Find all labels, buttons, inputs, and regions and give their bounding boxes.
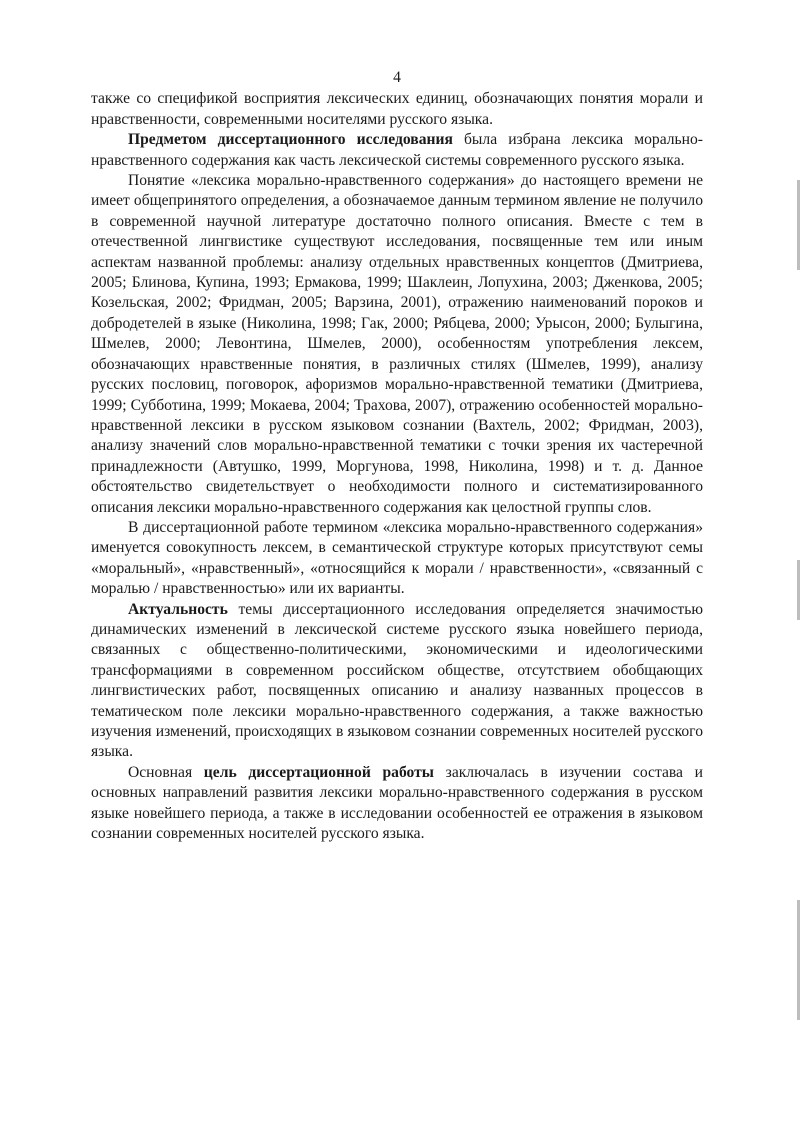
paragraph-text: также со спецификой восприятия лексических единиц, обозначающих понятия морали и нравственности, современными носителями русского языка. [91,90,703,128]
bold-lead: Предметом диссертационного исследования [128,131,453,149]
document-page [91,68,703,844]
paragraph-subject [91,130,703,171]
paragraph-continuation [91,89,703,130]
bold-phrase: цель диссертационной работы [203,763,434,781]
paragraph-concept [91,171,703,518]
page-number: 4 [393,69,401,86]
paragraph-lead: Основная [128,763,204,781]
paragraph-text: была избрана лексика морально-нравственного содержания как часть лексической системы современного русского языка. [91,131,703,169]
bold-lead: Актуальность [128,600,228,618]
paragraph-text: Понятие «лексика морально-нравственного содержания» до настоящего времени не имеет общепринятого определения, а обозначаемое данным термином явление не получило в современной научной литературе достаточно полного описания. Вместе с тем в отечественной лингвистике существуют исследования, посвященные тем или иным аспектам названной проблемы: анализу отдельных нравственных концептов (Дмитриева, 2005; Блинова, Купина, 1993; Ермакова, 1999; Шаклеин, Лопухина, 2003; Дженкова, 2005; Козельская, 2002; Фридман, 2005; Варзина, 2001), отражению наименований пороков и добродетелей в языке (Николина, 1998; Гак, 2000; Рябцева, 2000; Урысон, 2000; Булыгина, Шмелев, 2000; Левонтина, Шмелев, 2000), особенностям употребления лексем, обозначающих нравственные понятия, в различных стилях (Шмелев, 1999), анализу русских пословиц, поговорок, афоризмов морально-нравственной тематики (Дмитриева, 1999; Субботина, 1999; Мокаева, 2004; Трахова, 2007), отражению особенностей морально-нравственной лексики в русском языковом сознании (Вахтель, 2002; Фридман, 2003), анализу значений слов морально-нравственной тематики с точки зрения их частеречной принадлежности (Автушко, 1999, Моргунова, 1998, Николина, 1998) и т. д. Данное обстоятельство свидетельствует о необходимости полного и систематизированного описания лексики морально-нравственного содержания как целостной группы слов. [91,172,703,516]
paragraph-term-definition [91,518,703,600]
paragraph-text: темы диссертационного исследования определяется значимостью динамических изменений в лексической системе русского языка новейшего периода, связанных с общественно-политическими, экономическими и идеологическими трансформациями в современном российском обществе, отсутствием обобщающих лингвистических работ, посвященных описанию и анализу названных процессов в тематическом поле лексики морально-нравственного содержания, а также важностью изучения изменений, происходящих в языковом сознании современных носителей русского языка. [91,600,703,761]
paragraph-relevance [91,600,703,763]
paragraph-text: заключалась в изучении состава и основных направлений развития лексики морально-нравственного содержания в русском языке новейшего периода, а также в исследовании особенностей ее отражения в языковом сознании современных носителей русского языка. [91,763,703,843]
paragraph-text: В диссертационной работе термином «лексика морально-нравственного содержания» именуется совокупность лексем, в семантической структуре которых присутствуют семы «моральный», «нравственный», «относящийся к морали / нравственности», «связанный с моралью / нравственностью» или их варианты. [91,518,703,598]
paragraph-goal [91,763,703,845]
